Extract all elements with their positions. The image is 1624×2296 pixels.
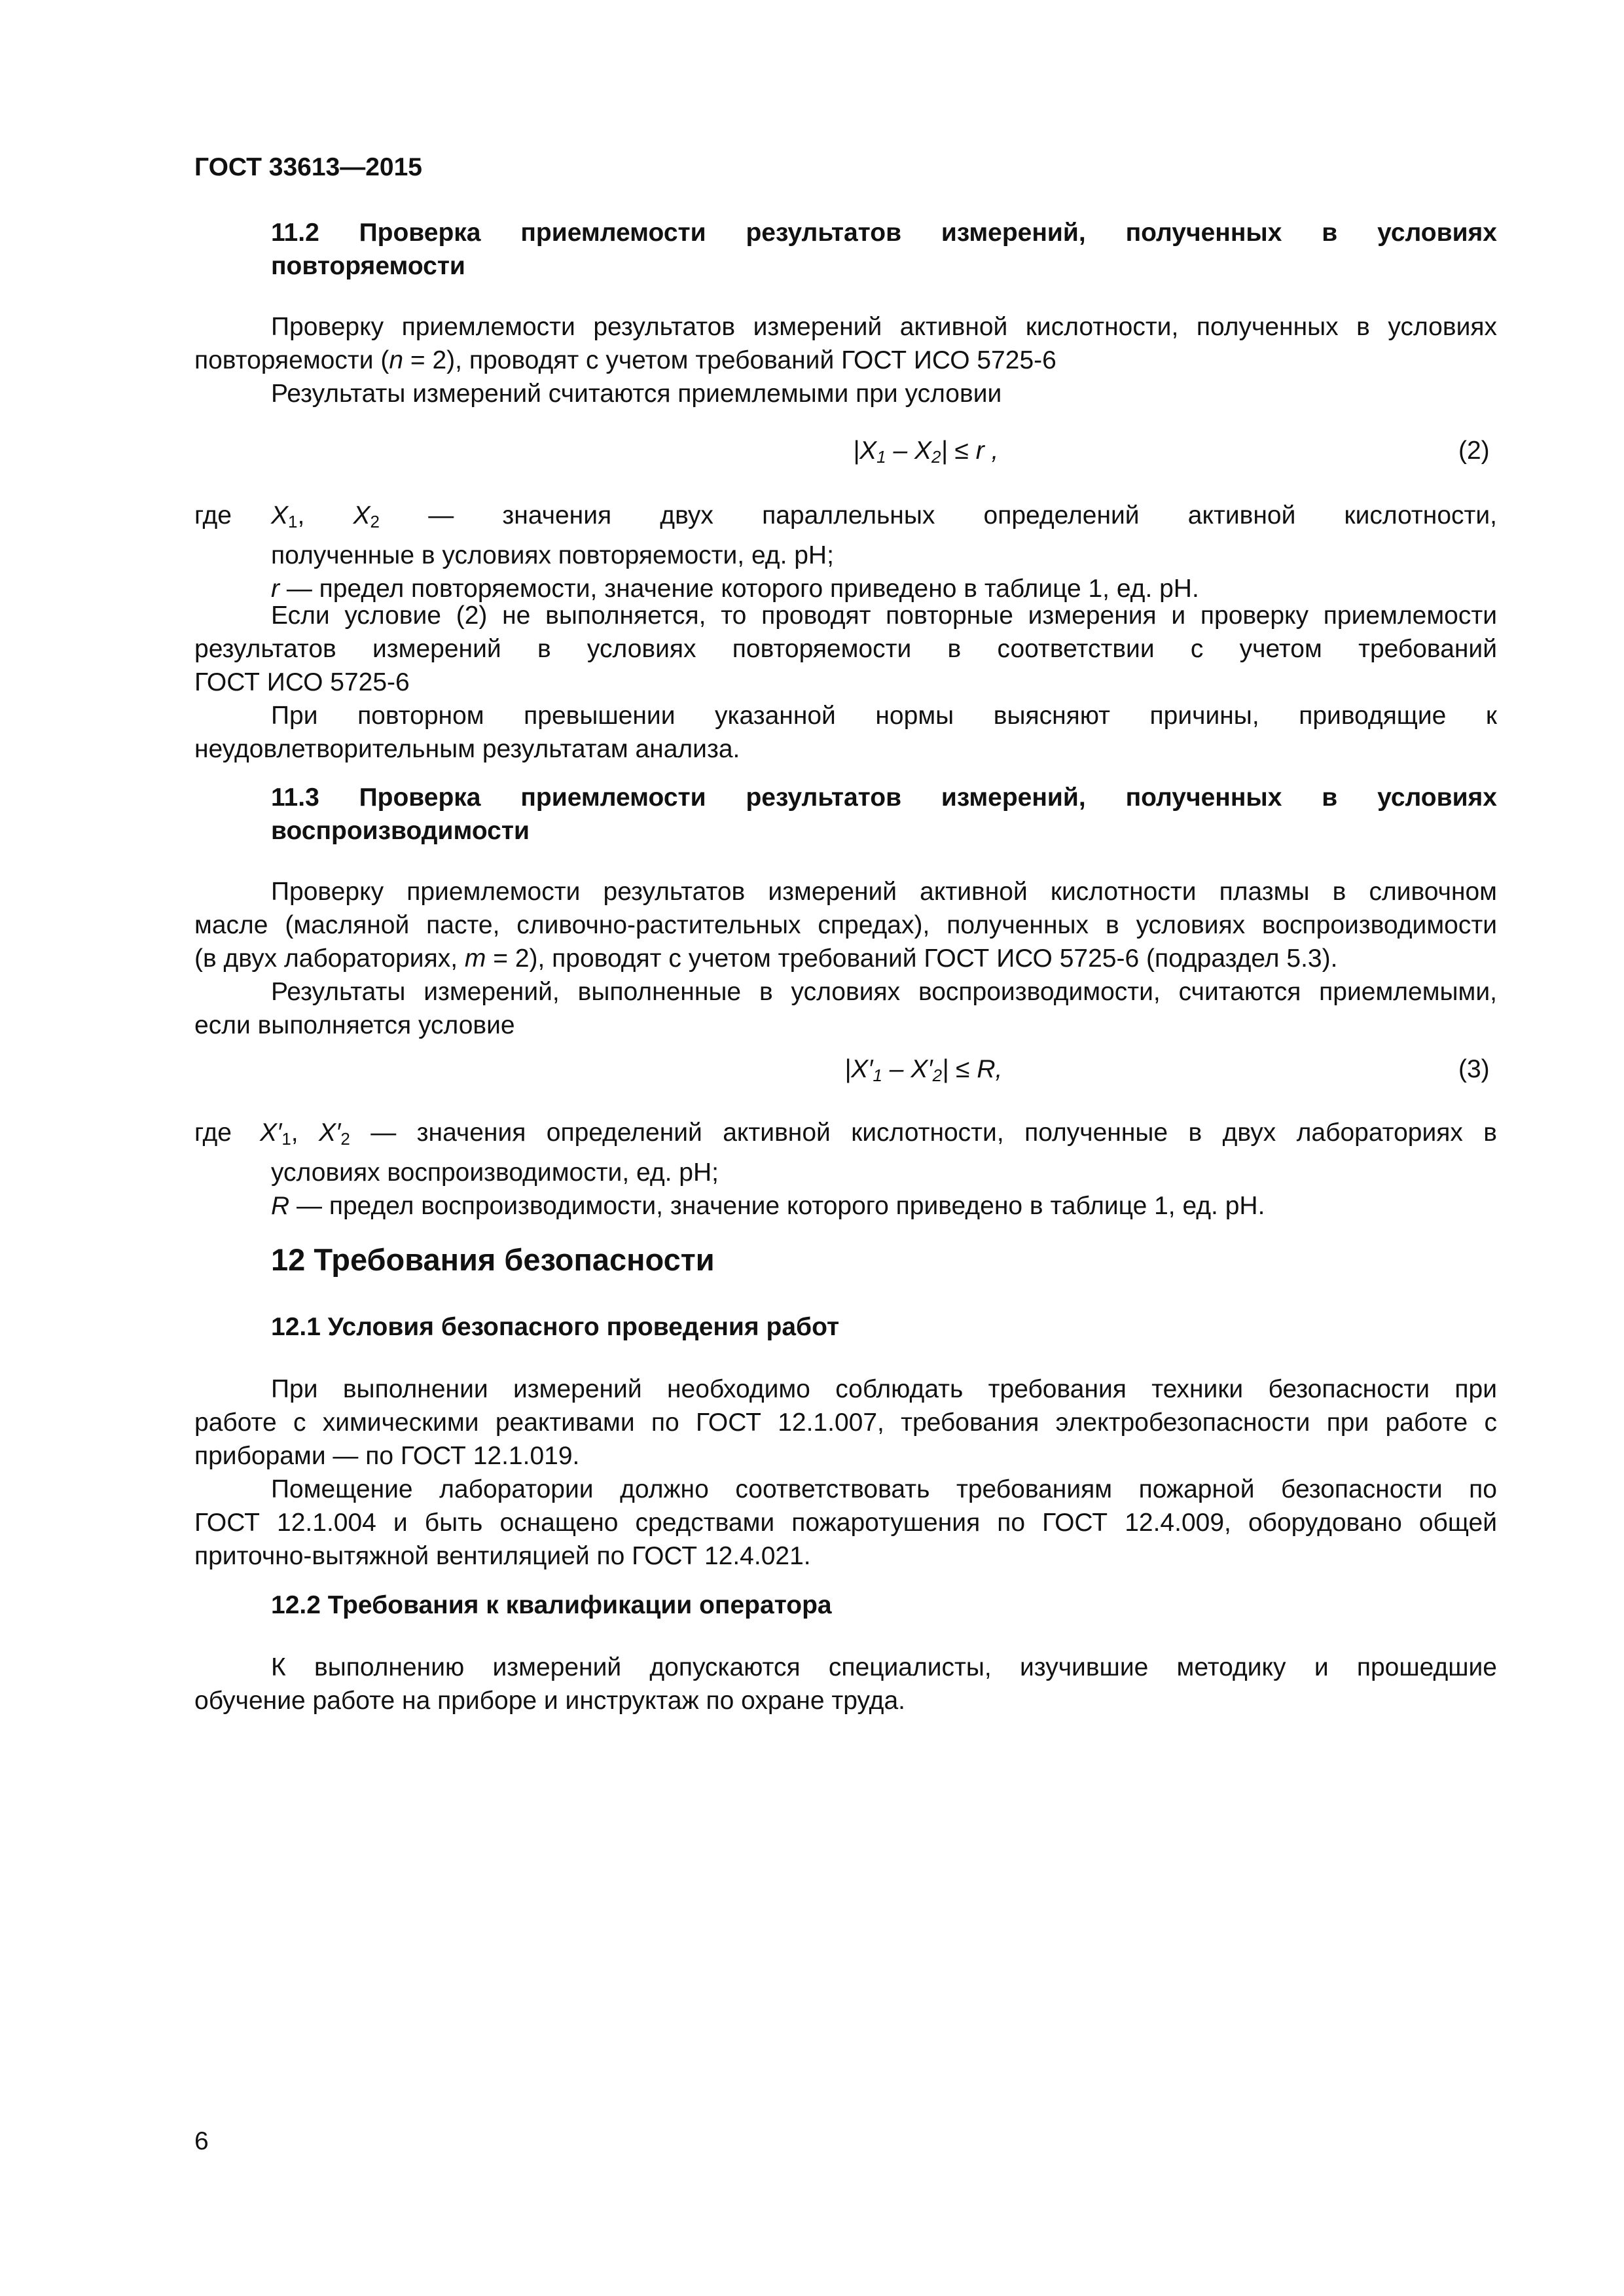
section-12-1-title: 12.1 Условия безопасного проведения работ	[271, 1313, 840, 1341]
definition-line: полученные в условиях повторяемости, ед. pH;	[271, 541, 834, 569]
paragraph-line: Результаты измерений считаются приемлемыми при условии	[271, 380, 1002, 408]
definition-line: условиях воспроизводимости, ед. pH;	[271, 1158, 719, 1187]
formula-2-number: (2)	[1458, 437, 1490, 465]
paragraph-line: масле (масляной пасте, сливочно-растительных спредах), полученных в условиях воспроизводимости	[194, 911, 1497, 939]
section-11-2-body	[194, 310, 1497, 410]
paragraph-line: При повторном превышении указанной нормы выясняют причины, приводящие к	[271, 702, 1497, 730]
definition-line: $X_1$, $X_2$ — значения двух параллельных определений активной кислотности,	[271, 501, 1498, 531]
where-definitions	[271, 499, 1497, 605]
section-12-2-title: 12.2 Требования к квалификации оператора	[271, 1591, 832, 1619]
paragraph-line: К выполнению измерений допускаются специалисты, изучившие методику и прошедшие	[271, 1653, 1497, 1681]
paragraph-line: Результаты измерений, выполненные в условиях воспроизводимости, считаются приемлемыми,	[271, 978, 1497, 1006]
section-11-2-title-line1: 11.2 Проверка приемлемости результатов измерений, полученных в условиях	[271, 219, 1497, 247]
paragraph-line: результатов измерений в условиях повторяемости в соответствии с учетом требований	[194, 635, 1497, 663]
paragraph-line: работе с химическими реактивами по ГОСТ 12.1.007, требования электробезопасности при работе с	[194, 1408, 1497, 1437]
paragraph-line: если выполняется условие	[194, 1011, 515, 1039]
definition-line: r — предел повторяемости, значение которого приведено в таблице 1, ед. pH.	[271, 575, 1199, 603]
section-11-3-body	[194, 875, 1497, 1042]
where-label: где	[194, 501, 232, 529]
paragraph-line: неудовлетворительным результатам анализа.	[194, 735, 740, 763]
paragraph-line: ГОСТ ИСО 5725-6	[194, 668, 410, 696]
formula-3: $|X'_1 - X'_2| \le R$,	[844, 1055, 1003, 1085]
formula-2: $|X_1 - X_2| \le r$ ,	[853, 437, 999, 467]
paragraph-line: Проверку приемлемости результатов измерений активной кислотности, полученных в условиях	[271, 313, 1497, 341]
paragraph-line: обучение работе на приборе и инструктаж по охране труда.	[194, 1687, 905, 1715]
page-number: 6	[194, 2127, 209, 2155]
paragraph-line: (в двух лабораториях, m = 2), проводят с учетом требований ГОСТ ИСО 5725-6 (подраздел 5.3).	[194, 944, 1338, 973]
where-definitions	[260, 1116, 1497, 1223]
section-12-2-body	[194, 1651, 1497, 1717]
paragraph-line: повторяемости (n = 2), проводят с учетом требований ГОСТ ИСО 5725-6	[194, 346, 1056, 374]
section-11-2-title-line2: повторяемости	[271, 252, 465, 280]
document-header: ГОСТ 33613—2015	[194, 153, 422, 181]
formula-3-number: (3)	[1458, 1055, 1490, 1083]
where-label: где	[194, 1119, 232, 1147]
section-11-2-body-cont	[194, 599, 1497, 766]
section-11-3-title-line1: 11.3 Проверка приемлемости результатов измерений, полученных в условиях	[271, 783, 1497, 812]
paragraph-line: приборами — по ГОСТ 12.1.019.	[194, 1442, 580, 1470]
paragraph-line: Помещение лаборатории должно соответствовать требованиям пожарной безопасности по	[271, 1475, 1497, 1503]
paragraph-line: Проверку приемлемости результатов измерений активной кислотности плазмы в сливочном	[271, 878, 1497, 906]
section-12-1-body	[194, 1372, 1497, 1573]
paragraph-line: приточно-вытяжной вентиляцией по ГОСТ 12.4.021.	[194, 1542, 811, 1570]
paragraph-line: Если условие (2) не выполняется, то проводят повторные измерения и проверку приемлемости	[271, 601, 1497, 630]
definition-line: $X'_1$, $X'_2$ — значения определений активной кислотности, полученные в двух лабораториях в	[260, 1119, 1497, 1149]
paragraph-line: При выполнении измерений необходимо соблюдать требования техники безопасности при	[271, 1375, 1497, 1403]
section-11-3-title-line2: воспроизводимости	[271, 817, 530, 845]
definition-line: R — предел воспроизводимости, значение которого приведено в таблице 1, ед. pH.	[271, 1192, 1265, 1220]
section-12-title: 12 Требования безопасности	[271, 1242, 715, 1277]
paragraph-line: ГОСТ 12.1.004 и быть оснащено средствами пожаротушения по ГОСТ 12.4.009, оборудовано общей	[194, 1509, 1497, 1537]
